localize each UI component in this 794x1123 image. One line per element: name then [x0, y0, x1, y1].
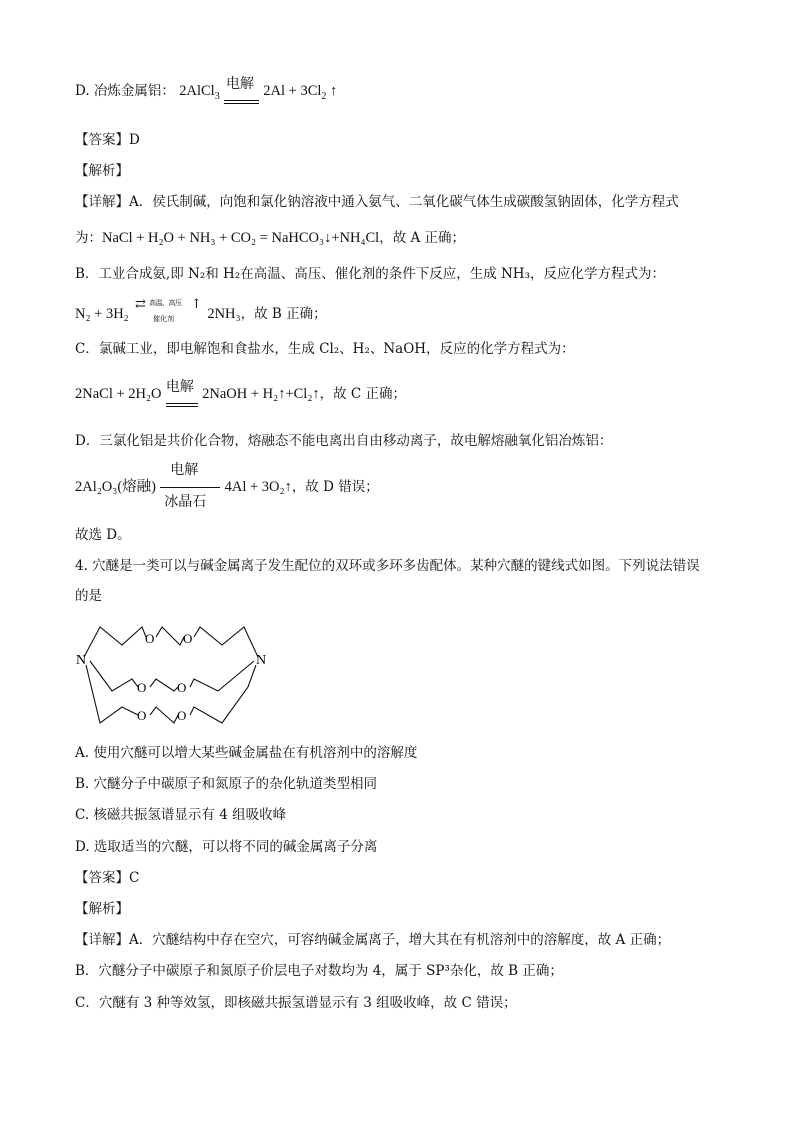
- option-d-top: [75, 76, 338, 106]
- detail-c-line2: 2NaCl + 2H₂O 电解 2NaOH + H₂↑+Cl₂↑，故 C 正确；: [75, 385, 406, 403]
- detail2-b: B．穴醚分子中碳原子和氮原子价层电子对数均为 4，属于 SP³杂化，故 B 正确；: [75, 963, 563, 979]
- eq-condition: 电解: [225, 76, 254, 92]
- nitrogen-left: N: [76, 653, 87, 668]
- answer-label-1: 【答案】D: [75, 132, 140, 148]
- oxygen-top-2: O: [183, 631, 193, 646]
- choose-d: 故选 D。: [75, 527, 131, 543]
- analysis-label-2: 【解析】: [75, 901, 129, 917]
- detail2-c: C．穴醚有 3 种等效氢，即核磁共振氢谱显示有 3 组吸收峰，故 C 错误；: [75, 995, 517, 1011]
- detail2-a: 【详解】A．穴醚结构中存在空穴，可容纳碱金属离子，增大其在有机溶剂中的溶解度，故 A 正确；: [75, 932, 671, 948]
- analysis-label-1: 【解析】: [75, 163, 129, 179]
- option-d-prefix: D. 冶炼金属铝：: [75, 83, 175, 99]
- eq-right: $2Al + 3Cl_2$ ↑: [263, 83, 338, 102]
- option-d: D. 选取适当的穴醚，可以将不同的碱金属离子分离: [75, 839, 378, 855]
- option-b: B. 穴醚分子中碳原子和氮原子的杂化轨道类型相同: [75, 776, 378, 792]
- d-eq-arrow: 电解 冰晶石: [160, 479, 220, 497]
- detail-a-line1: 【详解】A．侯氏制碱，向饱和氯化钠溶液中通入氨气、二氧化碳气体生成碳酸氢钠固体，化学方程式: [75, 194, 679, 210]
- detail-b-line1: B．工业合成氨,即 N₂和 H₂在高温、高压、催化剂的条件下反应，生成 NH₃，反应化学方程式为：: [75, 266, 665, 282]
- eq-left: 2AlCl$_3$: [179, 83, 220, 102]
- option-a: A. 使用穴醚可以增大某些碱金属盐在有机溶剂中的溶解度: [75, 745, 418, 761]
- detail-b-line2: N₂ + 3H₂ ⇄ 高温、高压 催化剂 ↑ 2NH₃，故 B 正确；: [75, 297, 327, 323]
- detail-a-line2: 为：NaCl + H₂O + NH₃ + CO₂ = NaHCO₃↓+NH₄Cl，故 A 正确；: [75, 230, 466, 246]
- detail-c-line1: C．氯碱工业，即电解饱和食盐水，生成 Cl₂、H₂、NaOH，反应的化学方程式为：: [75, 341, 575, 357]
- q4-line2: 的是: [75, 588, 102, 604]
- cryptand-structure: [72, 615, 272, 730]
- oxygen-mid-2: O: [177, 680, 187, 695]
- oxygen-mid-1: O: [137, 680, 147, 695]
- detail-d-line2: 2Al₂O₃(熔融) 电解 冰晶石 4Al + 3O₂↑，故 D 错误；: [75, 461, 379, 510]
- oxygen-top-1: O: [145, 631, 155, 646]
- answer-label-2: 【答案】C: [75, 870, 140, 886]
- oxygen-bot-1: O: [137, 708, 147, 723]
- reversible-arrow: ⇄ 高温、高压 催化剂 ↑: [135, 297, 202, 323]
- q4-line1: 4. 穴醚是一类可以与碱金属离子发生配位的双环或多环多齿配体。某种穴醚的键线式如图。下列说法错误: [75, 558, 700, 574]
- option-c: C. 核磁共振氢谱显示有 4 组吸收峰: [75, 807, 287, 823]
- oxygen-bot-2: O: [177, 708, 187, 723]
- detail-d-line1: D．三氯化铝是共价化合物，熔融态不能电离出自由移动离子，故电解熔融氧化铝冶炼铝：: [75, 433, 613, 449]
- nitrogen-right: N: [256, 653, 267, 668]
